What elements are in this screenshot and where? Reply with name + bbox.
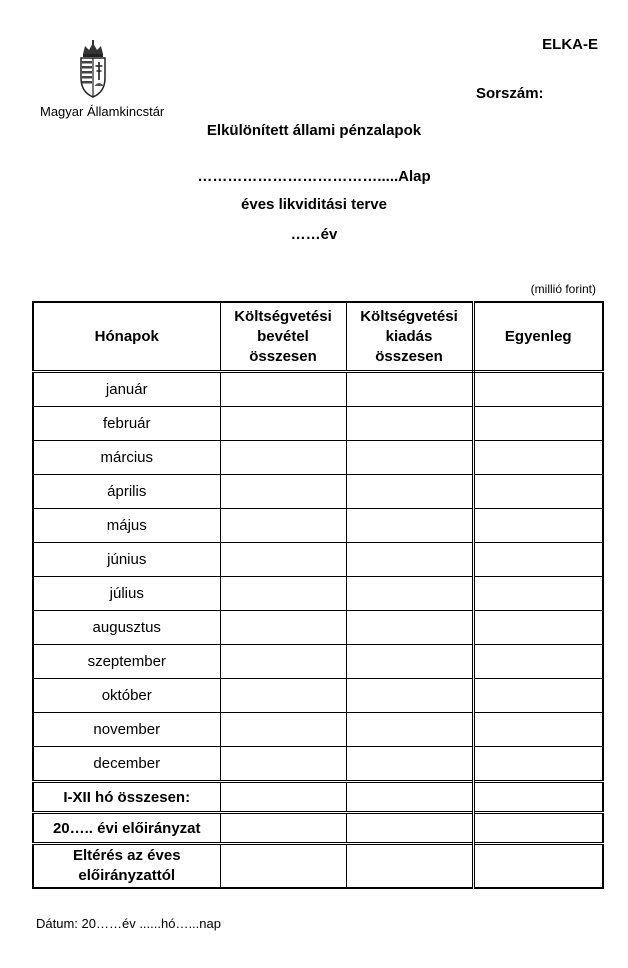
expense-cell[interactable]	[346, 713, 473, 747]
serial-number-label: Sorszám:	[476, 85, 544, 102]
balance-cell[interactable]	[473, 679, 603, 713]
balance-cell[interactable]	[473, 372, 603, 407]
header-expense-line-3: összesen	[375, 347, 443, 365]
table-row	[33, 645, 603, 679]
table-row	[33, 441, 603, 475]
revenue-cell[interactable]	[220, 372, 346, 407]
revenue-cell[interactable]	[220, 577, 346, 611]
appropriation-row	[33, 813, 603, 844]
header-revenue-line-3: összesen	[249, 347, 317, 365]
month-label: június	[33, 543, 220, 577]
expense-cell[interactable]	[346, 372, 473, 407]
month-label: május	[33, 509, 220, 543]
document-title: Elkülönített állami pénzalapok	[206, 122, 422, 139]
header-revenue-line-2: bevétel	[257, 327, 309, 345]
expense-cell[interactable]	[346, 645, 473, 679]
expense-cell[interactable]	[346, 782, 473, 813]
revenue-cell[interactable]	[220, 747, 346, 782]
revenue-cell[interactable]	[220, 543, 346, 577]
balance-cell[interactable]	[473, 441, 603, 475]
expense-cell[interactable]	[346, 577, 473, 611]
revenue-cell[interactable]	[220, 813, 346, 844]
date-line: Dátum: 20……év ......hó…...nap	[36, 916, 221, 931]
month-label: január	[33, 372, 220, 407]
header-months: Hónapok	[33, 302, 220, 372]
deviation-label-line-1: Eltérés az éves	[72, 847, 181, 864]
balance-cell[interactable]	[473, 543, 603, 577]
balance-cell[interactable]	[473, 844, 603, 889]
expense-cell[interactable]	[346, 747, 473, 782]
balance-cell[interactable]	[473, 475, 603, 509]
table-row	[33, 679, 603, 713]
plan-title: éves likviditási terve	[241, 196, 387, 213]
organization-name: Magyar Államkincstár	[40, 104, 165, 119]
header-expense-line-1: Költségvetési	[360, 307, 458, 325]
balance-cell[interactable]	[473, 407, 603, 441]
form-code: ELKA-E	[542, 36, 598, 53]
table-row	[33, 747, 603, 782]
month-label: november	[33, 713, 220, 747]
total-row	[33, 782, 603, 813]
header-expense-line-2: kiadás	[385, 327, 433, 345]
month-label: december	[33, 747, 220, 782]
expense-cell[interactable]	[346, 475, 473, 509]
expense-cell[interactable]	[346, 407, 473, 441]
table-row	[33, 577, 603, 611]
revenue-cell[interactable]	[220, 611, 346, 645]
table-row	[33, 407, 603, 441]
header-expense	[346, 302, 473, 372]
balance-cell[interactable]	[473, 577, 603, 611]
balance-cell[interactable]	[473, 747, 603, 782]
expense-cell[interactable]	[346, 441, 473, 475]
month-label: szeptember	[33, 645, 220, 679]
unit-note: (millió forint)	[530, 282, 596, 296]
table-row	[33, 713, 603, 747]
revenue-cell[interactable]	[220, 679, 346, 713]
header-revenue-line-1: Költségvetési	[234, 307, 332, 325]
revenue-cell[interactable]	[220, 475, 346, 509]
fund-name-line: ……………………………….....Alap	[197, 168, 431, 185]
balance-cell[interactable]	[473, 645, 603, 679]
revenue-cell[interactable]	[220, 844, 346, 889]
liquidity-plan-table	[32, 301, 604, 889]
table-row	[33, 372, 603, 407]
expense-cell[interactable]	[346, 844, 473, 889]
month-label: július	[33, 577, 220, 611]
revenue-cell[interactable]	[220, 441, 346, 475]
balance-cell[interactable]	[473, 713, 603, 747]
coat-of-arms-icon	[77, 40, 109, 98]
table-row	[33, 611, 603, 645]
table-row	[33, 509, 603, 543]
month-label: április	[33, 475, 220, 509]
expense-cell[interactable]	[346, 813, 473, 844]
header-revenue	[220, 302, 346, 372]
balance-cell[interactable]	[473, 611, 603, 645]
month-label: március	[33, 441, 220, 475]
deviation-label-line-2: előirányzattól	[78, 867, 176, 884]
month-label: október	[33, 679, 220, 713]
month-label: február	[33, 407, 220, 441]
table-row	[33, 475, 603, 509]
appropriation-label: 20….. évi előirányzat	[33, 813, 220, 844]
table-header-row	[33, 302, 603, 372]
balance-cell[interactable]	[473, 782, 603, 813]
deviation-row	[33, 844, 603, 889]
expense-cell[interactable]	[346, 509, 473, 543]
total-label: I-XII hó összesen:	[33, 782, 220, 813]
revenue-cell[interactable]	[220, 713, 346, 747]
revenue-cell[interactable]	[220, 509, 346, 543]
table-row	[33, 543, 603, 577]
revenue-cell[interactable]	[220, 407, 346, 441]
expense-cell[interactable]	[346, 611, 473, 645]
balance-cell[interactable]	[473, 509, 603, 543]
expense-cell[interactable]	[346, 543, 473, 577]
year-line: ……év	[290, 226, 338, 243]
balance-cell[interactable]	[473, 813, 603, 844]
revenue-cell[interactable]	[220, 645, 346, 679]
expense-cell[interactable]	[346, 679, 473, 713]
month-label: augusztus	[33, 611, 220, 645]
deviation-label	[33, 844, 220, 889]
header-balance: Egyenleg	[473, 302, 603, 372]
revenue-cell[interactable]	[220, 782, 346, 813]
